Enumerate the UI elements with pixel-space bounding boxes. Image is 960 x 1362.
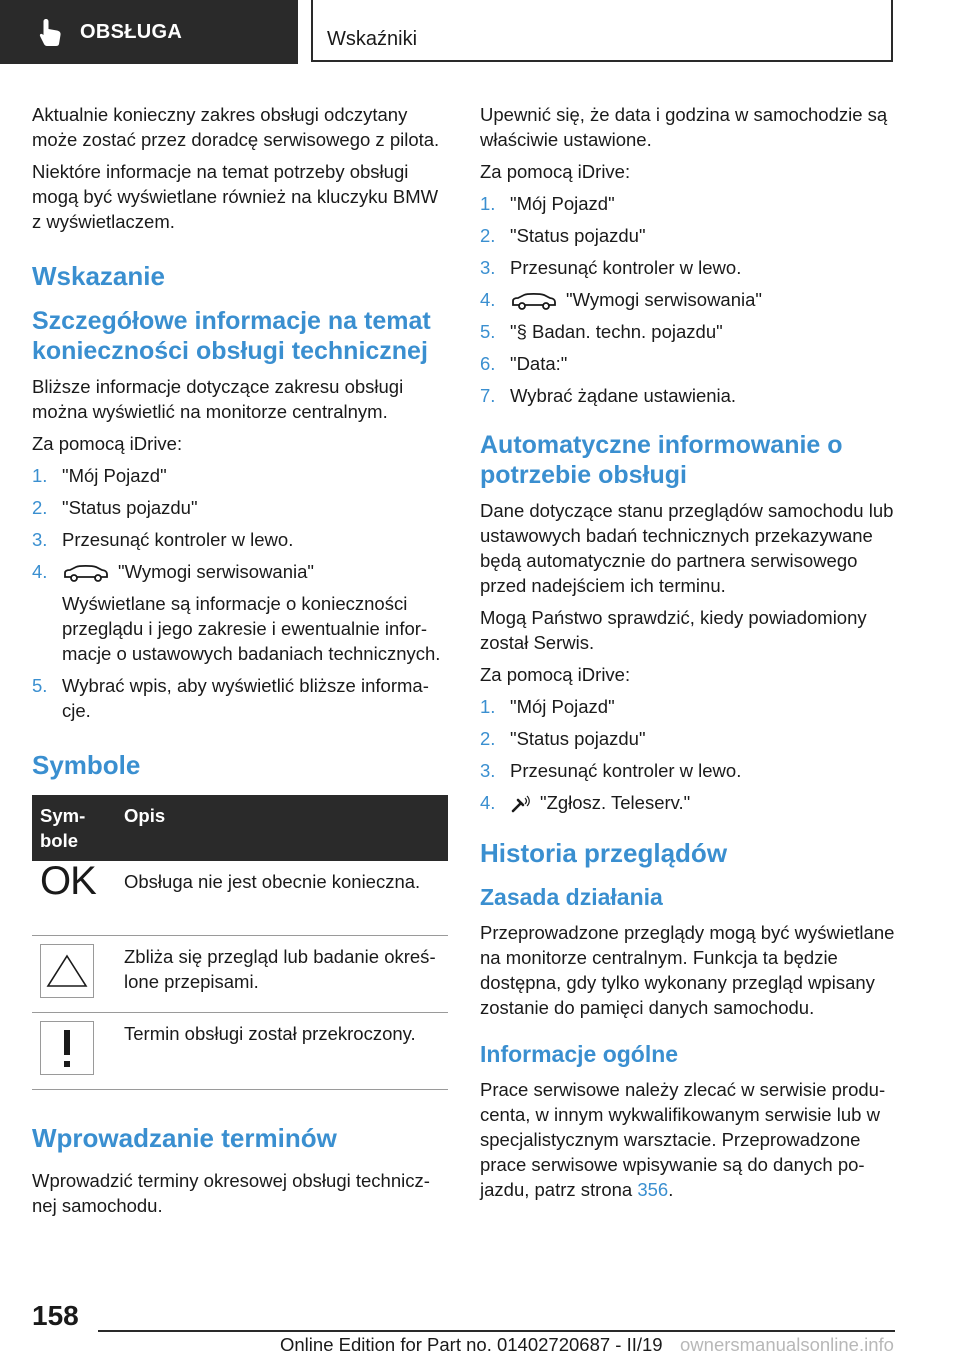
paragraph: Przeprowadzone przeglądy mogą być wyświetlane na monitorze centralnym. Funkcja ta będzie dostępna, gdy tylko wykonany przegląd wpisany zostanie do pamięci danych samochodu. (480, 922, 895, 1018)
heading-automatyczne: Automatyczne informowanie o potrzebie obsługi (480, 431, 843, 489)
heading-historia: Historia przeglądów (480, 838, 728, 868)
steps-list (32, 463, 448, 723)
table-row: Termin obsługi został przekroczony. (32, 1013, 448, 1090)
list-item: 3. Przesunąć kontroler w lewo. (32, 529, 294, 550)
list-item: 2. "Status pojazdu" (32, 497, 198, 518)
list-item: 1. "Mój Pojazd" (480, 193, 615, 214)
list-item: 2. "Status pojazdu" (480, 728, 646, 749)
section-title: OBSŁUGA (80, 20, 183, 43)
ok-symbol: OK (40, 859, 96, 903)
paragraph: Za pomocą iDrive: (480, 161, 631, 182)
warning-triangle-icon (40, 944, 94, 998)
watermark: ownersmanualsonline.info (680, 1334, 894, 1355)
table-header-symbols: Symbole (32, 795, 116, 861)
paragraph: Mogą Państwo sprawdzić, kiedy powiadomiony został Serwis. (480, 607, 867, 653)
car-service-icon (510, 291, 558, 311)
chapter-header (311, 0, 893, 62)
teleservice-icon (510, 794, 532, 814)
paragraph: Bliższe informacje dotyczące zakresu obsługi można wyświetlić na monitorze centralnym. (32, 376, 404, 422)
edition-text: Online Edition for Part no. 01402720687 - II/19 (280, 1334, 663, 1355)
list-item: 3. Przesunąć kontroler w lewo. (480, 257, 742, 278)
paragraph: Prace serwisowe należy zlecać w serwisie producenta, w innym wykwalifikowanym serwisie lub w specjalistycznym warsztacie. Przeprowadzone prace serwisowe wpisywanie są do danych pojazdu, patrz strona 356. (480, 1079, 886, 1200)
heading-zasada: Zasada działania (480, 884, 663, 910)
heading-szczegolowe: Szczegółowe informacje na temat konieczności obsługi technicznej (32, 307, 431, 365)
list-item: 5. Wybrać wpis, aby wyświetlić bliższe informacje. (32, 675, 429, 721)
list-item: 1. "Mój Pojazd" (32, 465, 167, 486)
hand-pointer-icon (38, 17, 64, 47)
page-number: 158 (32, 1300, 79, 1331)
table-header-description: Opis (116, 795, 448, 861)
list-item: 4. "Wymogi serwisowania" (32, 561, 314, 582)
exclamation-icon (40, 1021, 94, 1075)
list-item: Wyświetlane są informacje o konieczności przeglądu i jego zakresie i ewentualnie informacje o ustawowych badaniach technicznych. (62, 593, 441, 664)
paragraph: Wprowadzić terminy okresowej obsługi technicznej samochodu. (32, 1170, 430, 1216)
paragraph: Za pomocą iDrive: (32, 433, 183, 454)
list-item: 1. "Mój Pojazd" (480, 696, 615, 717)
left-column (32, 102, 448, 1225)
heading-symbole: Symbole (32, 750, 141, 780)
section-header (0, 0, 298, 64)
list-item: 3. Przesunąć kontroler w lewo. (480, 760, 742, 781)
heading-wskazanie: Wskazanie (32, 261, 165, 291)
list-item: 4. "Wymogi serwisowania" (480, 289, 762, 310)
paragraph: Za pomocą iDrive: (480, 664, 631, 685)
symbols-table (32, 795, 448, 1090)
paragraph: Aktualnie konieczny zakres obsługi odczytany może zostać przez doradcę serwisowego z pilota. (32, 104, 440, 150)
steps-list (480, 191, 896, 408)
table-row: OK Obsługa nie jest obecnie konieczna. (32, 861, 448, 936)
list-item: 5. "§ Badan. techn. pojazdu" (480, 321, 723, 342)
steps-list (480, 694, 896, 815)
heading-wprowadzanie: Wprowadzanie terminów (32, 1123, 337, 1153)
page-link[interactable]: 356 (637, 1179, 669, 1200)
right-column (480, 102, 896, 1209)
footer-divider (98, 1330, 895, 1332)
list-item: 6. "Data:" (480, 353, 568, 374)
list-item: 7. Wybrać żądane ustawienia. (480, 385, 737, 406)
paragraph: Dane dotyczące stanu przeglądów samochodu lub ustawowych badań technicznych przekazywane będą automatycznie do partnera serwisowego przed nadejściem ich terminu. (480, 500, 894, 596)
table-row: Zbliża się przegląd lub badanie określone przepisami. (32, 936, 448, 1013)
paragraph: Niektóre informacje na temat potrzeby obsługi mogą być wyświetlane również na kluczyku BMW z wyświetlaczem. (32, 161, 439, 232)
list-item: 2. "Status pojazdu" (480, 225, 646, 246)
heading-informacje: Informacje ogólne (480, 1041, 679, 1067)
list-item: 4. "Zgłosz. Teleserv." (480, 792, 691, 813)
paragraph: Upewnić się, że data i godzina w samochodzie są właściwie ustawione. (480, 104, 888, 150)
chapter-title: Wskaźniki (327, 28, 418, 50)
car-service-icon (62, 563, 110, 583)
